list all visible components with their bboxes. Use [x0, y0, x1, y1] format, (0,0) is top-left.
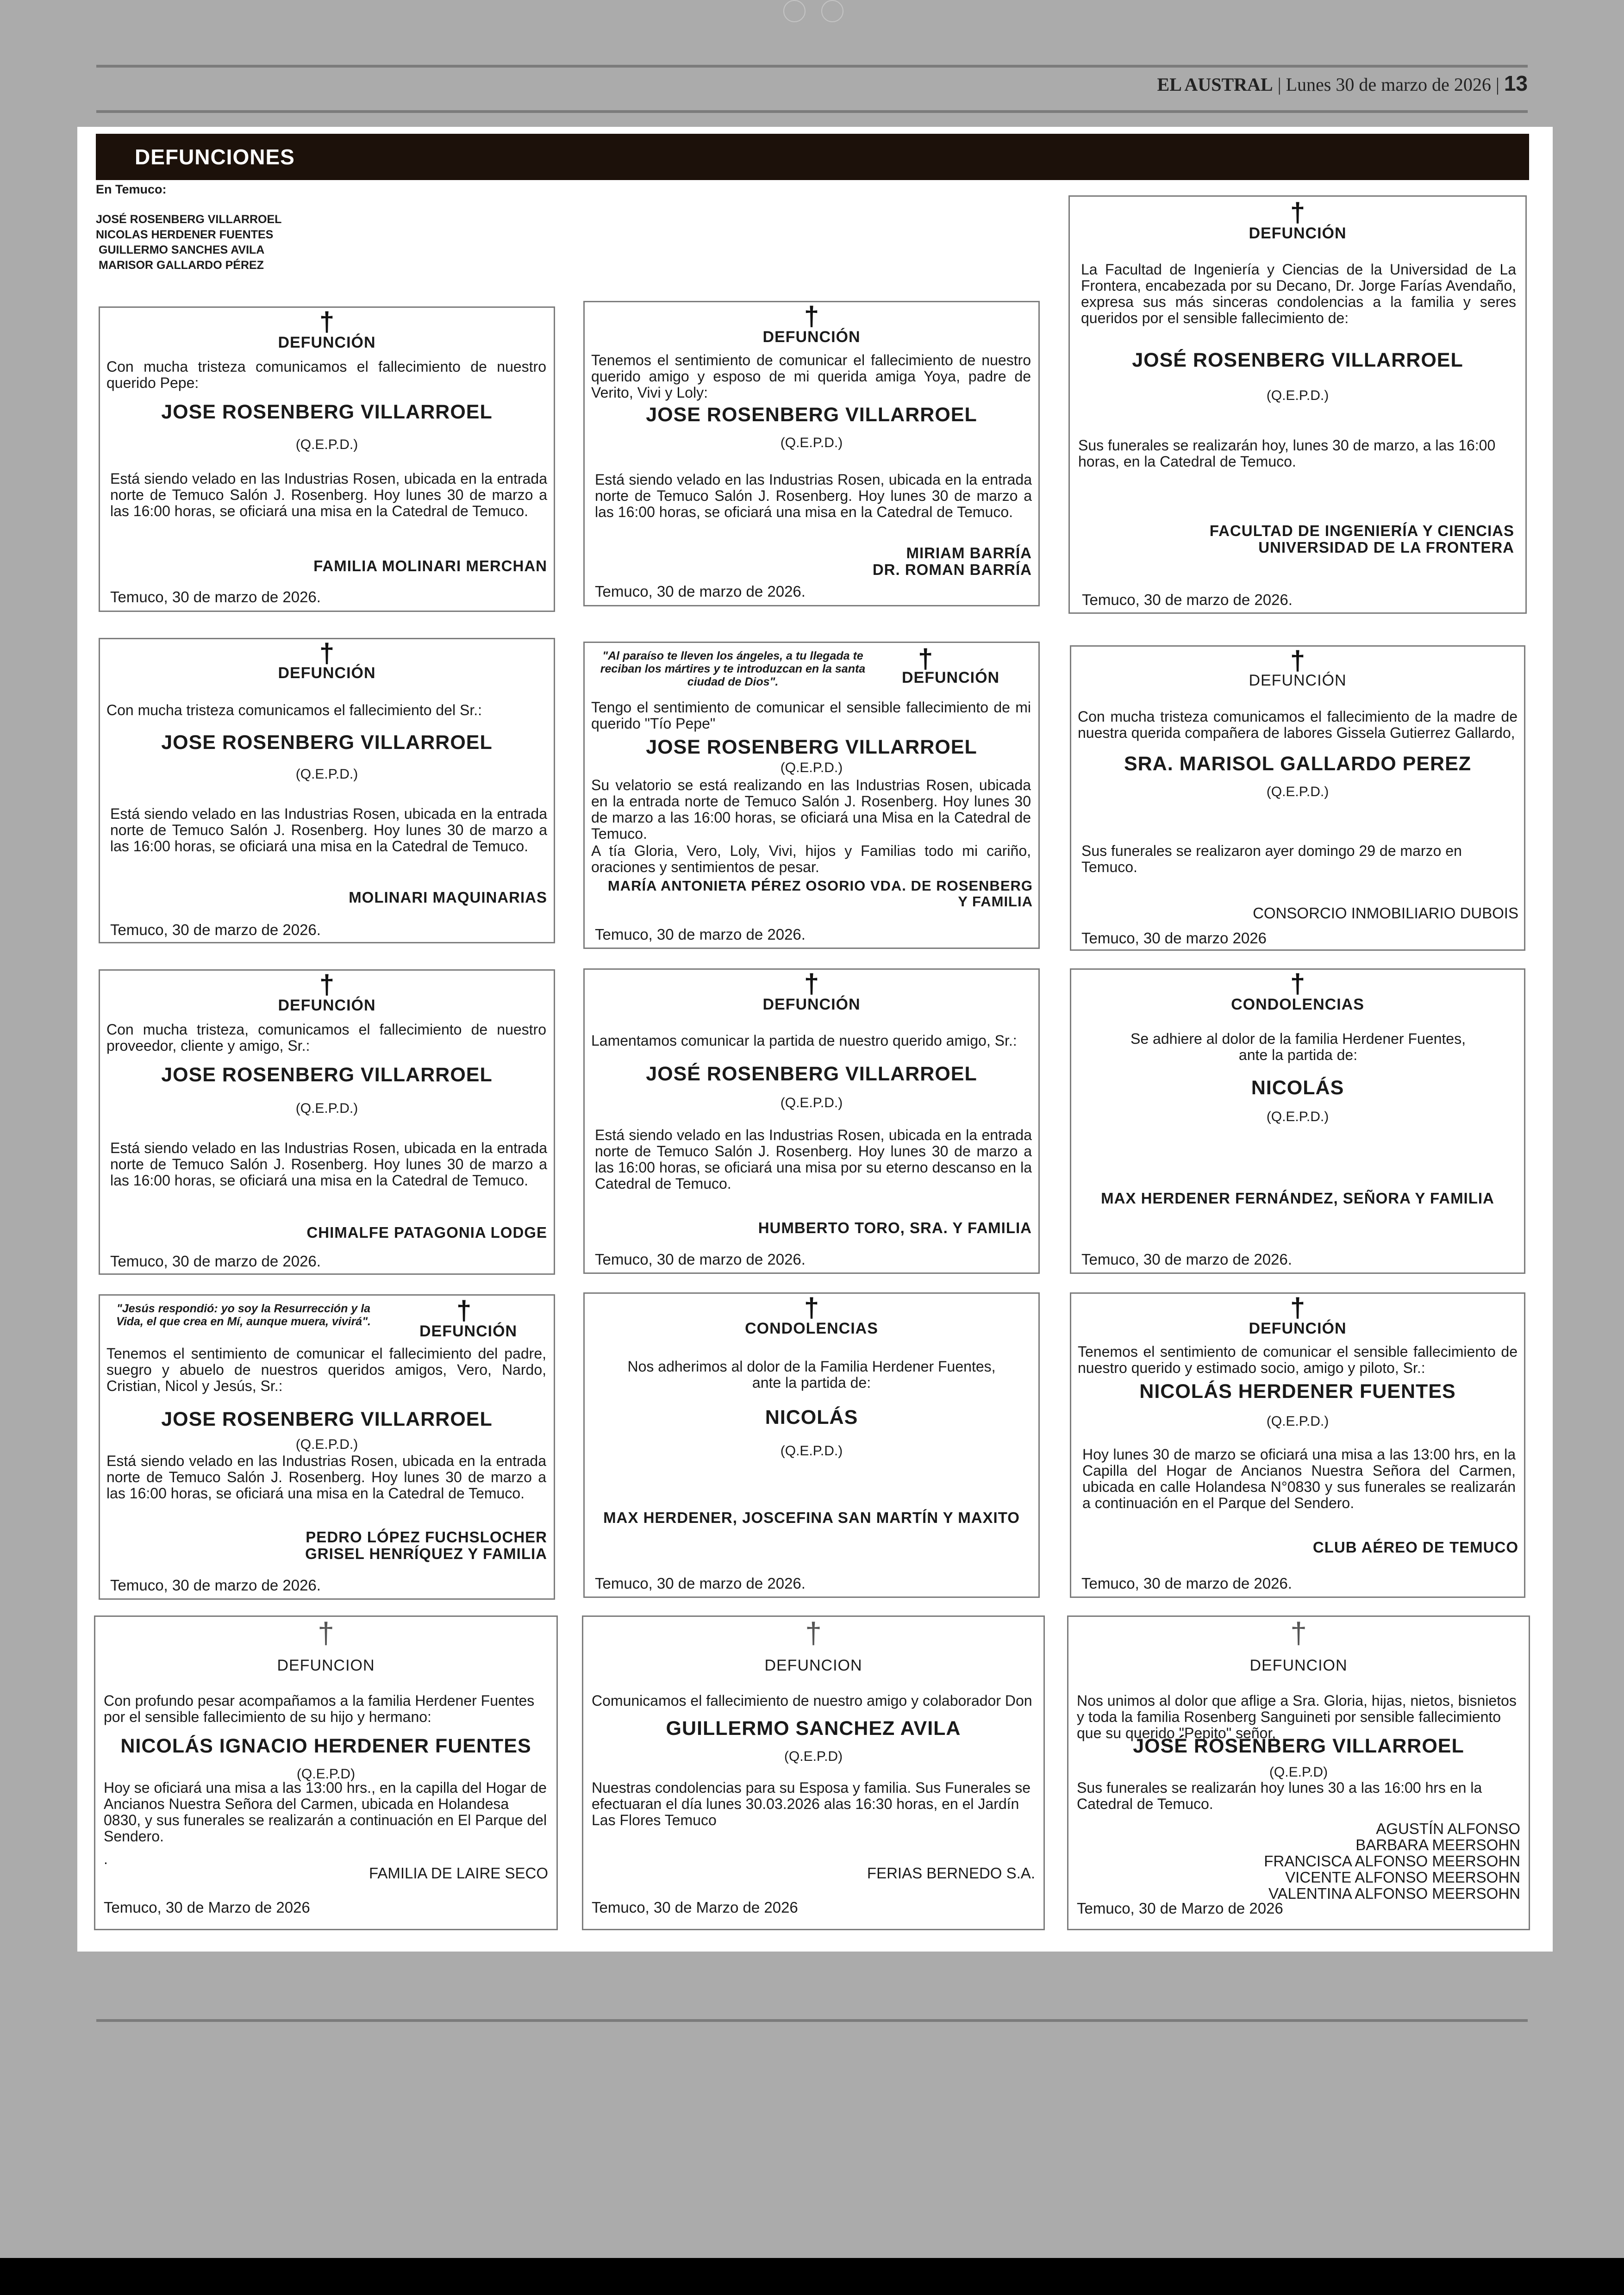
deceased-name: MARISOR GALLARDO PÉREZ — [99, 259, 264, 272]
notice-date: Temuco, 30 de marzo de 2026. — [595, 1251, 806, 1268]
obituary-notice — [1067, 1615, 1530, 1930]
deceased-name: NICOLÁS — [1251, 1077, 1344, 1099]
qepd-label: (Q.E.P.D.) — [780, 1443, 843, 1459]
notice-intro: Tengo el sentimiento de comunicar el sensible fallecimiento de mi querido "Tío Pepe" — [591, 699, 1031, 732]
obituary-notice — [1070, 1292, 1525, 1598]
cross-icon: † — [804, 969, 819, 999]
notice-type: DEFUNCIÓN — [419, 1322, 518, 1340]
signature-line: BARBARA MEERSOHN — [1355, 1836, 1520, 1853]
notice-intro: Con profundo pesar acompañamos a la familia Herdener Fuentes por el sensible fallecimiento de su hijo y hermano: — [104, 1692, 535, 1725]
notice-type: DEFUNCIÓN — [902, 669, 1000, 686]
deceased-name: NICOLÁS — [765, 1406, 858, 1428]
deceased-name: JOSE ROSENBERG VILLARROEL — [161, 731, 493, 754]
notice-body: Está siendo velado en las Industrias Rosen, ubicada en la entrada norte de Temuco Salón J. Rosenberg. Hoy lunes 30 de marzo a las 16:00 horas, se oficiará una misa por su eterno descanso en la Catedral de Temuco. — [595, 1127, 1032, 1192]
page-nav — [783, 0, 859, 25]
obituary-notice — [1070, 645, 1525, 951]
cross-icon: † — [804, 301, 819, 331]
obituary-notice — [99, 969, 555, 1275]
qepd-label: (Q.E.P.D.) — [295, 767, 358, 782]
notice-body: Sus funerales se realizarán hoy lunes 30 a las 16:00 hrs en la Catedral de Temuco. — [1077, 1779, 1482, 1812]
location-label: En Temuco: — [96, 182, 167, 196]
obituary-notice — [99, 638, 555, 943]
deceased-name: JOSE ROSENBERG VILLARROEL — [161, 401, 493, 423]
notice-intro: Con mucha tristeza comunicamos el fallecimiento del Sr.: — [106, 702, 482, 718]
deceased-name: JOSE ROSENBERG VILLARROEL — [646, 404, 977, 426]
notice-signature — [1104, 1821, 1520, 1902]
notice-body: Sus funerales se realizaron ayer domingo 29 de marzo en Temuco. — [1081, 842, 1462, 875]
qepd-label: (Q.E.P.D.) — [1266, 1109, 1329, 1124]
qepd-label: (Q.E.P.D.) — [780, 760, 843, 775]
notice-signature: MAX HERDENER, JOSCEFINA SAN MARTÍN Y MAXITO — [603, 1509, 1020, 1526]
notice-type: DEFUNCION — [1249, 1657, 1348, 1674]
newspaper-page — [77, 127, 1553, 1952]
obituary-notice — [99, 306, 555, 612]
viewer-bottom-bar — [0, 2258, 1624, 2295]
deceased-name: JOSE ROSENBERG VILLARROEL — [161, 1064, 493, 1086]
notice-body: Hoy lunes 30 de marzo se oficiará una misa a las 13:00 hrs, en la Capilla del Hogar de Ancianos Nuestra Señora del Carmen, ubicada en calle Holandesa N°0830 y sus funerales se realizarán a continuación en el Parque del Sendero. — [1082, 1446, 1516, 1511]
header-bottom-rule — [96, 110, 1528, 113]
obituary-notice — [583, 968, 1040, 1274]
cross-icon: † — [805, 1616, 822, 1650]
cross-icon: † — [804, 1293, 819, 1323]
notice-intro: Comunicamos el fallecimiento de nuestro amigo y colaborador Don — [592, 1692, 1032, 1709]
deceased-name: JOSE ROSENBERG VILLARROEL — [161, 1408, 493, 1430]
cross-icon: † — [1290, 1616, 1307, 1650]
cross-icon: † — [319, 638, 335, 668]
notice-signature: CONSORCIO INMOBILIARIO DUBOIS — [1253, 904, 1518, 922]
signature-line: VICENTE ALFONSO MEERSOHN — [1285, 1869, 1520, 1886]
header-date: Lunes 30 de marzo de 2026 — [1286, 74, 1491, 95]
notice-intro: Con mucha tristeza, comunicamos el fallecimiento de nuestro proveedor, cliente y amigo, Sr.: — [106, 1021, 546, 1054]
notice-signature — [615, 545, 1032, 578]
notice-body: Está siendo velado en las Industrias Rosen, ubicada en la entrada norte de Temuco Salón J. Rosenberg. Hoy lunes 30 de marzo a las 16:00 horas, se oficiará una misa en la Catedral de Temuco. — [110, 470, 547, 519]
notice-date: Temuco, 30 de marzo de 2026. — [110, 1253, 321, 1270]
cross-icon: † — [319, 970, 335, 1000]
notice-signature — [131, 1529, 547, 1562]
signature-line: Y FAMILIA — [958, 893, 1033, 910]
deceased-name: NICOLÁS IGNACIO HERDENER FUENTES — [120, 1735, 531, 1757]
qepd-label: (Q.E.P.D) — [784, 1749, 843, 1764]
cross-icon: † — [1290, 198, 1305, 228]
notice-intro: Se adhiere al dolor de la familia Herdener Fuentes, ante la partida de: — [1131, 1030, 1466, 1063]
obituary-notice — [99, 1294, 555, 1600]
condolence-notice — [1070, 968, 1525, 1274]
deceased-name: JOSÉ ROSENBERG VILLARROEL — [96, 213, 282, 226]
notice-body: Está siendo velado en las Industrias Rosen, ubicada en la entrada norte de Temuco Salón J. Rosenberg. Hoy lunes 30 de marzo a las 16:00 horas, se oficiará una misa en la Catedral de Temuco. — [110, 805, 547, 854]
notice-date: Temuco, 30 de marzo de 2026. — [110, 1577, 321, 1594]
qepd-label: (Q.E.P.D.) — [1266, 388, 1329, 403]
notice-signature: CHIMALFE PATAGONIA LODGE — [306, 1224, 547, 1241]
notice-intro: Tenemos el sentimiento de comunicar el fallecimiento del padre, suegro y abuelo de nuestros queridos amigos, Vero, Nardo, Cristian, Nicol y Jesús, Sr.: — [106, 1345, 546, 1394]
deceased-name: GUILLERMO SANCHES AVILA — [99, 243, 265, 256]
notice-signature: CLUB AÉREO DE TEMUCO — [1312, 1539, 1518, 1556]
notice-body: Está siendo velado en las Industrias Rosen, ubicada en la entrada norte de Temuco Salón J. Rosenberg. Hoy lunes 30 de marzo a las 16:00 horas, se oficiará una misa en la Catedral de Temuco. — [595, 471, 1032, 520]
qepd-label: (Q.E.P.D.) — [295, 1437, 358, 1452]
notice-intro: Tenemos el sentimiento de comunicar el fallecimiento de nuestro querido amigo y esposo de mi querida amiga Yoya, padre de Verito, Vivi y Loly: — [591, 352, 1031, 401]
notice-signature: MAX HERDENER FERNÁNDEZ, SEÑORA Y FAMILIA — [1101, 1190, 1494, 1207]
notice-signature — [588, 878, 1033, 910]
notice-body: Está siendo velado en las Industrias Rosen, ubicada en la entrada norte de Temuco Salón J. Rosenberg. Hoy lunes 30 de marzo a las 16:00 horas, se oficiará una misa en la Catedral de Temuco. — [106, 1453, 546, 1502]
notice-body: Nuestras condolencias para su Esposa y familia. Sus Funerales se efectuaran el día lunes 30.03.2026 alas 16:30 horas, en el Jardín Las Flores Temuco — [592, 1779, 1031, 1828]
notice-type: DEFUNCIÓN — [1249, 672, 1347, 689]
cross-icon: † — [918, 644, 933, 674]
notice-quote: "Jesús respondió: yo soy la Resurrección y la Vida, el que crea en Mí, aunque muera, vivirá". — [116, 1302, 371, 1328]
signature-line: MIRIAM BARRÍA — [906, 544, 1032, 561]
qepd-label: (Q.E.P.D.) — [295, 437, 358, 452]
notice-type: DEFUNCIÓN — [278, 997, 376, 1014]
notice-intro: Nos unimos al dolor que aflige a Sra. Gloria, hijas, nietos, bisnietos y toda la familia Rosenberg Sanguineti por sensible fallecimiento que su querido "Pepito" señor, — [1077, 1692, 1517, 1741]
qepd-label: (Q.E.P.D) — [1269, 1765, 1328, 1780]
signature-line: GRISEL HENRÍQUEZ Y FAMILIA — [305, 1545, 547, 1562]
page-number: 13 — [1504, 71, 1528, 95]
notice-type: DEFUNCIÓN — [762, 996, 861, 1013]
condolence-notice — [583, 1292, 1040, 1598]
cross-icon: † — [1290, 1293, 1305, 1323]
notice-body: Su velatorio se está realizando en las Industrias Rosen, ubicada en la entrada norte de Temuco Salón J. Rosenberg. Hoy lunes 30 de marzo a las 16:00 horas, se oficiará una Misa en la Catedral de Temuco. — [591, 777, 1031, 842]
deceased-name: JOSÉ ROSENBERG VILLARROEL — [1133, 1735, 1464, 1757]
notice-date: Temuco, 30 de marzo de 2026. — [110, 588, 321, 605]
obituary-notice — [582, 1615, 1045, 1930]
obituary-notice — [583, 301, 1040, 606]
notice-body: Está siendo velado en las Industrias Rosen, ubicada en la entrada norte de Temuco Salón J. Rosenberg. Hoy lunes 30 de marzo a las 16:00 horas, se oficiará una misa en la Catedral de Temuco. — [110, 1140, 547, 1189]
signature-line: FACULTAD DE INGENIERÍA Y CIENCIAS — [1209, 522, 1514, 539]
notice-body: Sus funerales se realizarán hoy, lunes 30 de marzo, a las 16:00 horas, en la Catedral de Temuco. — [1078, 437, 1496, 470]
deceased-name: JOSÉ ROSENBERG VILLARROEL — [1132, 349, 1463, 371]
signature-line: VALENTINA ALFONSO MEERSOHN — [1268, 1885, 1520, 1902]
publication-name: EL AUSTRAL — [1157, 74, 1273, 95]
notice-body-secondary: A tía Gloria, Vero, Loly, Vivi, hijos y Familias todo mi cariño, oraciones y sentimientos de pesar. — [591, 842, 1031, 875]
next-page-icon[interactable] — [821, 0, 843, 22]
qepd-label: (Q.E.P.D.) — [295, 1101, 358, 1116]
notice-body: Hoy se oficiará una misa a las 13:00 hrs., en la capilla del Hogar de Ancianos Nuestra Señora del Carmen, ubicada en Holandesa 0830, y sus funerales se realizarán a continuación en El Parque del Sendero. — [104, 1779, 547, 1845]
cross-icon: † — [318, 1616, 334, 1650]
cross-icon: † — [319, 307, 335, 337]
notice-type: CONDOLENCIAS — [1231, 996, 1364, 1013]
notice-date: Temuco, 30 de Marzo de 2026 — [1077, 1900, 1283, 1917]
notice-type: DEFUNCION — [277, 1657, 375, 1674]
deceased-name: NICOLÁS HERDENER FUENTES — [1139, 1380, 1456, 1403]
footer-rule — [96, 2019, 1528, 2022]
notice-date: Temuco, 30 de Marzo de 2026 — [592, 1899, 798, 1916]
notice-date: Temuco, 30 de marzo de 2026. — [1081, 1575, 1292, 1592]
signature-line: UNIVERSIDAD DE LA FRONTERA — [1258, 539, 1514, 556]
deceased-name: GUILLERMO SANCHEZ AVILA — [666, 1717, 961, 1740]
notice-intro: Con mucha tristeza comunicamos el fallecimiento de nuestro querido Pepe: — [106, 358, 546, 391]
notice-date: Temuco, 30 de marzo de 2026. — [595, 1575, 806, 1592]
notice-type: DEFUNCION — [764, 1657, 862, 1674]
obituary-notice — [1068, 195, 1527, 614]
signature-line: FRANCISCA ALFONSO MEERSOHN — [1264, 1852, 1520, 1870]
notice-type: DEFUNCIÓN — [278, 334, 376, 351]
deceased-name: SRA. MARISOL GALLARDO PEREZ — [1124, 753, 1472, 775]
notice-signature: MOLINARI MAQUINARIAS — [349, 889, 547, 906]
cross-icon: † — [456, 1296, 472, 1326]
notice-date: Temuco, 30 de marzo de 2026. — [595, 583, 806, 600]
notice-type: DEFUNCIÓN — [762, 328, 861, 346]
notice-signature: FAMILIA MOLINARI MERCHAN — [313, 557, 547, 574]
notice-signature — [1079, 523, 1514, 556]
notice-type: DEFUNCIÓN — [1249, 225, 1347, 242]
cross-icon: † — [1290, 646, 1305, 676]
obituary-notice — [94, 1615, 558, 1930]
notice-type: DEFUNCIÓN — [1249, 1320, 1347, 1337]
signature-line: PEDRO LÓPEZ FUCHSLOCHER — [306, 1528, 547, 1546]
notice-signature: HUMBERTO TORO, SRA. Y FAMILIA — [758, 1219, 1032, 1236]
deceased-name: JOSE ROSENBERG VILLARROEL — [646, 736, 977, 758]
qepd-label: (Q.E.P.D) — [296, 1766, 356, 1782]
notice-date: Temuco, 30 de marzo de 2026. — [110, 921, 321, 938]
notice-quote: "Al paraíso te lleven los ángeles, a tu llegada te reciban los mártires y te introduzcan en la santa ciudad de Dios". — [600, 649, 866, 688]
qepd-label: (Q.E.P.D.) — [780, 1095, 843, 1110]
deceased-name: JOSÉ ROSENBERG VILLARROEL — [646, 1063, 977, 1085]
notice-date: Temuco, 30 de marzo 2026 — [1081, 929, 1267, 947]
notice-intro: Lamentamos comunicar la partida de nuestro querido amigo, Sr.: — [591, 1032, 1017, 1049]
notice-intro: La Facultad de Ingeniería y Ciencias de la Universidad de La Frontera, encabezada por su Decano, Dr. Jorge Farías Avendaño, expresa sus más sinceras condolencias a la familia y seres queridos por el sensible fallecimiento de: — [1081, 261, 1516, 326]
deceased-name: NICOLAS HERDENER FUENTES — [96, 228, 274, 241]
obituary-notice — [583, 642, 1040, 949]
notice-date: Temuco, 30 de marzo de 2026. — [1082, 591, 1293, 608]
section-banner: DEFUNCIONES — [96, 134, 1529, 180]
notice-type: CONDOLENCIAS — [745, 1320, 878, 1337]
signature-line: AGUSTÍN ALFONSO — [1376, 1820, 1520, 1837]
cross-icon: † — [1290, 969, 1305, 999]
notice-date: Temuco, 30 de marzo de 2026. — [595, 926, 806, 943]
qepd-label: (Q.E.P.D.) — [1266, 784, 1329, 799]
notice-date: Temuco, 30 de marzo de 2026. — [1081, 1251, 1292, 1268]
notice-signature: FAMILIA DE LAIRE SECO — [369, 1865, 548, 1882]
notice-dot: . — [104, 1851, 108, 1867]
prev-page-icon[interactable] — [783, 0, 806, 22]
qepd-label: (Q.E.P.D.) — [780, 435, 843, 450]
notice-intro: Tenemos el sentimiento de comunicar el sensible fallecimiento de nuestro querido y estimado socio, amigo y piloto, Sr.: — [1078, 1343, 1518, 1376]
notice-signature: FERIAS BERNEDO S.A. — [867, 1865, 1035, 1882]
deceased-list — [96, 212, 281, 273]
qepd-label: (Q.E.P.D.) — [1266, 1414, 1329, 1429]
notice-intro: Con mucha tristeza comunicamos el fallecimiento de la madre de nuestra querida compañera de labores Gissela Gutierrez Gallardo, — [1078, 708, 1518, 741]
notice-intro: Nos adherimos al dolor de la Familia Herdener Fuentes, ante la partida de: — [627, 1358, 996, 1391]
notice-date: Temuco, 30 de Marzo de 2026 — [104, 1899, 310, 1916]
notice-type: DEFUNCIÓN — [278, 664, 376, 682]
page-header: EL AUSTRAL | Lunes 30 de marzo de 2026 | 13 — [1157, 71, 1528, 95]
signature-line: MARÍA ANTONIETA PÉREZ OSORIO VDA. DE ROSENBERG — [607, 878, 1033, 894]
signature-line: DR. ROMAN BARRÍA — [872, 561, 1032, 578]
